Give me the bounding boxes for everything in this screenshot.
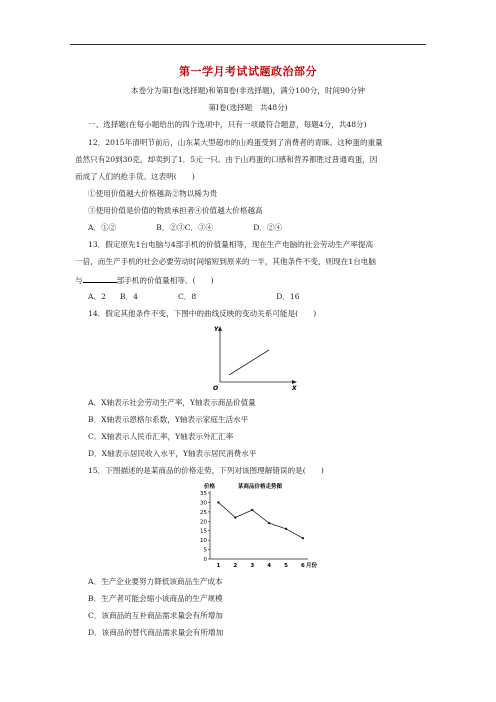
q12-statement2: ③使用价值是价值的物质承担者④价值越大价格越高 xyxy=(88,206,263,215)
x-tick-label: 5 xyxy=(284,563,288,569)
page-title: 第一学月考试试题政治部分 xyxy=(179,65,317,78)
q14-y-arrow-icon xyxy=(218,326,222,331)
x-tick-label: 4 xyxy=(267,563,272,569)
q14-option-d[interactable]: D．X轴表示居民收入水平，Y轴表示居民消费水平 xyxy=(88,449,257,458)
x-tick-label: 2 xyxy=(233,563,238,569)
y-tick-label: 20 xyxy=(200,519,207,526)
y-tick-label: 30 xyxy=(200,500,207,507)
header-rule xyxy=(70,44,426,45)
data-point xyxy=(251,509,253,511)
q14-option-c[interactable]: C．X轴表示人民币汇率，Y轴表示外汇汇率 xyxy=(88,432,234,441)
x-tick-label: 3 xyxy=(250,563,255,569)
q12-option-bc[interactable]: B．②③C．③④ xyxy=(156,223,214,232)
q12-options xyxy=(88,223,282,233)
q13-line1: 13．假定原先1台电脑与4部手机的价值量相等，现在生产电脑的社会劳动生产率提高 xyxy=(88,240,374,249)
q15-option-a[interactable]: A．生产企业要努力降低该商品生产成本 xyxy=(88,577,223,586)
y-tick-label: 5 xyxy=(203,547,207,554)
q14-option-a[interactable]: A．X轴表示社会劳动生产率，Y轴表示商品价值量 xyxy=(88,398,256,407)
q13-line3-post: 部手机的价值量相等。( ) xyxy=(116,276,214,285)
q13-option-b[interactable]: B．4 xyxy=(119,292,138,301)
section-title: 第Ⅰ卷(选择题 共48分) xyxy=(208,103,288,112)
q14-x-arrow-icon xyxy=(292,380,297,384)
exam-intro: 本卷分为第Ⅰ卷(选择题)和第Ⅱ卷(非选择题)，满分100分，时间90分钟 xyxy=(130,86,365,95)
chart-title: 某商品价格走势图 xyxy=(238,484,283,490)
q14-curve xyxy=(229,350,269,375)
q12-line3: 而成了人们的抢手货。这表明( ) xyxy=(75,172,195,181)
q12-option-d[interactable]: D．②④ xyxy=(253,223,283,232)
q13-line3-pre: 与 xyxy=(75,276,83,285)
chart-x-axis-label: 月份 xyxy=(306,563,318,569)
q14-stem: 14．假定其他条件不变，下图中的曲线反映的变动关系可能是( ) xyxy=(88,309,317,318)
y-tick-label: 35 xyxy=(200,491,207,497)
q14-x-label: X xyxy=(292,385,297,392)
q15-option-c[interactable]: C．该商品的互补商品需求量会有所增加 xyxy=(88,611,223,620)
q13-blank xyxy=(83,274,117,283)
data-point xyxy=(268,522,270,524)
q12-option-a[interactable]: A．①② xyxy=(88,223,117,232)
data-point xyxy=(217,501,219,503)
q14-origin-label: O xyxy=(213,385,219,392)
q15-option-b[interactable]: B．生产者可能会缩小该商品的生产规模 xyxy=(88,594,223,603)
q14-y-label: Y xyxy=(214,326,219,333)
q13-option-c[interactable]: C．8 xyxy=(177,292,197,301)
q14-option-b[interactable]: B．X轴表示恩格尔系数，Y轴表示家庭生活水平 xyxy=(88,415,249,424)
q12-statement1: ①使用价值越大价格越高②物以稀为贵 xyxy=(88,189,218,198)
q13-option-d[interactable]: D．16 xyxy=(276,292,300,301)
q12-line2: 虽然只有20到30克，却卖到了1．5元一只。由于山鸡蛋的口感和营养都胜过普通鸡蛋，因 xyxy=(75,155,378,164)
q12-line1: 12．2015年清明节前后，山东某大型超市的山鸡蛋受到了消费者的青睐。这种蛋的重量 xyxy=(88,138,383,147)
x-tick-label: 6 xyxy=(301,563,305,569)
q13-line2: 一倍，而生产手机的社会必要劳动时间缩短到原来的一半，其他条件不变，则现在1台电脑 xyxy=(75,257,376,266)
q15-option-d[interactable]: D．该商品的替代商品需求量会有所增加 xyxy=(88,628,224,637)
data-point xyxy=(302,537,304,539)
section-instruction: 一、选择题(在每小题给出的四个选项中，只有一项最符合题意，每题4分，共48分) xyxy=(88,120,367,129)
chart-series-line xyxy=(218,502,302,538)
y-tick-label: 10 xyxy=(200,538,207,545)
price-trend-chart xyxy=(180,481,330,569)
q13-line3 xyxy=(75,274,214,286)
y-tick-label: 25 xyxy=(200,509,207,516)
q15-stem: 15．下图描述的是某商品的价格走势，下列对该图理解错误的是( ) xyxy=(88,466,324,475)
y-tick-label: 15 xyxy=(200,528,207,535)
x-tick-label: 1 xyxy=(216,563,221,569)
data-point xyxy=(234,516,236,518)
data-point xyxy=(285,528,287,530)
y-tick-label: 0 xyxy=(203,557,207,563)
chart-y-axis-label: 价格 xyxy=(204,484,216,490)
q13-option-a[interactable]: A．2 xyxy=(88,292,106,301)
q13-options xyxy=(88,292,300,302)
q14-graph xyxy=(205,322,305,392)
